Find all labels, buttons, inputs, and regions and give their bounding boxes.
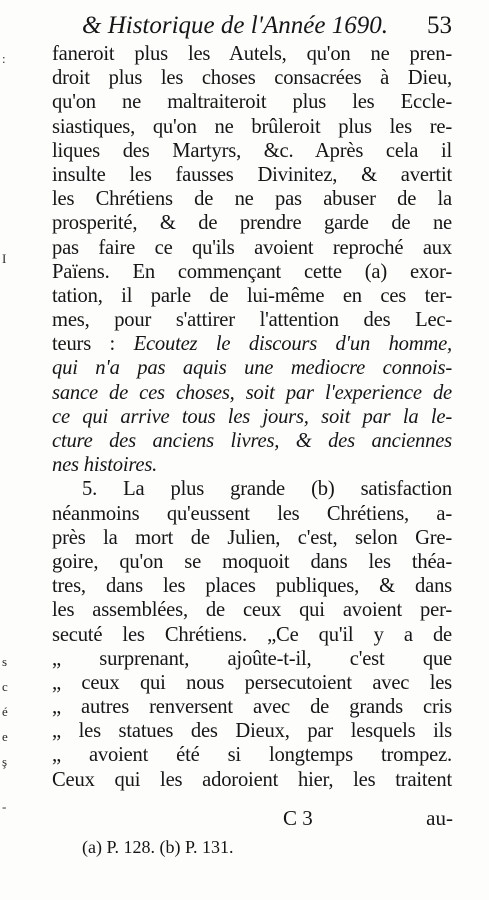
line-text: qu'on ne maltraiteroit plus les Eccle- bbox=[52, 91, 452, 114]
body-text bbox=[52, 42, 452, 792]
text-line bbox=[52, 284, 452, 308]
text-line bbox=[52, 260, 452, 284]
line-text: près la mort de Julien, c'est, selon Gre- bbox=[52, 526, 452, 549]
line-italic-text: qui n'a pas aquis une mediocre connois- bbox=[52, 357, 452, 380]
running-title: & Historique de l'Année 1690. bbox=[82, 12, 388, 39]
line-text: tres, dans les places publiques, & dans bbox=[52, 575, 452, 598]
line-text: teurs : bbox=[52, 333, 134, 356]
line-text: faneroit plus les Autels, qu'on ne pren- bbox=[52, 43, 452, 65]
line-text: „ ceux qui nous persecutoient avec les bbox=[52, 671, 452, 694]
text-line bbox=[52, 477, 452, 501]
text-line bbox=[52, 526, 452, 550]
line-text: 5. La plus grande (b) satisfaction bbox=[82, 478, 452, 501]
text-line bbox=[52, 236, 452, 260]
line-text: liques des Martyrs, &c. Après cela il bbox=[52, 139, 452, 162]
gutter-mark: I bbox=[2, 251, 7, 266]
line-text: secuté les Chrétiens. „Ce qu'il y a de bbox=[52, 623, 452, 646]
line-text: Ceux qui les adoroient hier, les traitent bbox=[52, 768, 452, 791]
line-text: Païens. En commençant cette (a) exor- bbox=[52, 260, 452, 283]
text-line bbox=[52, 623, 452, 647]
line-text: mes, pour s'attirer l'attention des Lec- bbox=[52, 309, 452, 332]
text-line bbox=[52, 90, 452, 114]
text-line bbox=[52, 187, 452, 211]
line-italic-text: ce qui arrive tous les jours, soit par la le- bbox=[52, 405, 452, 428]
text-line bbox=[52, 332, 452, 356]
line-italic-text: cture des anciens livres, & des anciennes bbox=[52, 430, 452, 452]
text-line bbox=[52, 671, 452, 695]
line-text: insulte les fausses Divinitez, & avertit bbox=[52, 163, 452, 186]
gutter-mark: ş bbox=[2, 754, 8, 769]
line-text: „ avoient été si longtemps trompez. bbox=[52, 744, 452, 767]
gutter-mark: é bbox=[2, 704, 8, 719]
gutter-mark: c bbox=[2, 679, 8, 694]
line-text: siastiques, qu'on ne brûleroit plus les re- bbox=[52, 115, 452, 138]
text-line bbox=[52, 574, 452, 598]
gutter-mark: e bbox=[2, 729, 8, 744]
text-line bbox=[52, 743, 452, 767]
line-text: pas faire ce qu'ils avoient reproché aux bbox=[52, 236, 452, 259]
catchword: au- bbox=[426, 806, 453, 830]
gutter-mark: - bbox=[2, 799, 7, 814]
text-line bbox=[52, 115, 452, 139]
line-text: „ les statues des Dieux, par lesquels ils bbox=[52, 720, 452, 743]
line-text: prosperité, & de prendre garde de ne bbox=[52, 212, 452, 235]
text-line bbox=[52, 429, 452, 453]
line-text: les Chrétiens de ne pas abuser de la bbox=[52, 188, 452, 211]
text-line bbox=[52, 502, 452, 526]
text-line bbox=[52, 647, 452, 671]
footnotes: (a) P. 128. (b) P. 131. bbox=[82, 837, 234, 857]
text-line bbox=[52, 66, 452, 90]
line-italic-text: sance de ces choses, soit par l'experience de bbox=[52, 381, 452, 404]
page-number: 53 bbox=[427, 12, 452, 39]
text-line bbox=[52, 719, 452, 743]
text-line bbox=[52, 42, 452, 66]
text-line bbox=[52, 695, 452, 719]
text-line bbox=[52, 308, 452, 332]
text-line bbox=[52, 211, 452, 235]
text-line bbox=[52, 139, 452, 163]
line-text: „ surprenant, ajoûte-t-il, c'est que bbox=[52, 647, 452, 670]
text-line bbox=[52, 768, 452, 792]
gutter-margin bbox=[0, 0, 16, 900]
line-text: néanmoins qu'eussent les Chrétiens, a- bbox=[52, 502, 452, 525]
text-line bbox=[52, 381, 452, 405]
line-italic-text: nes histoires. bbox=[52, 454, 158, 477]
text-line bbox=[52, 598, 452, 622]
text-line bbox=[52, 163, 452, 187]
line-text: droit plus les choses consacrées à Dieu, bbox=[52, 67, 452, 90]
line-text: „ autres renversent avec de grands cris bbox=[52, 696, 452, 719]
line-text: tation, il parle de lui-même en ces ter- bbox=[52, 284, 452, 307]
text-line bbox=[52, 356, 452, 380]
text-line bbox=[52, 405, 452, 429]
line-text: les assemblées, de ceux qui avoient per- bbox=[52, 599, 452, 622]
signature-line bbox=[283, 806, 453, 830]
line-italic-text: Ecoutez le discours d'un homme, bbox=[133, 333, 452, 356]
line-text: goire, qu'on se moquoit dans les théa- bbox=[52, 550, 452, 573]
text-line bbox=[52, 453, 452, 477]
gutter-mark: s bbox=[2, 654, 8, 669]
signature-mark: C 3 bbox=[283, 806, 313, 830]
running-header bbox=[82, 8, 452, 44]
gutter-mark: : bbox=[2, 51, 6, 66]
text-line bbox=[52, 550, 452, 574]
